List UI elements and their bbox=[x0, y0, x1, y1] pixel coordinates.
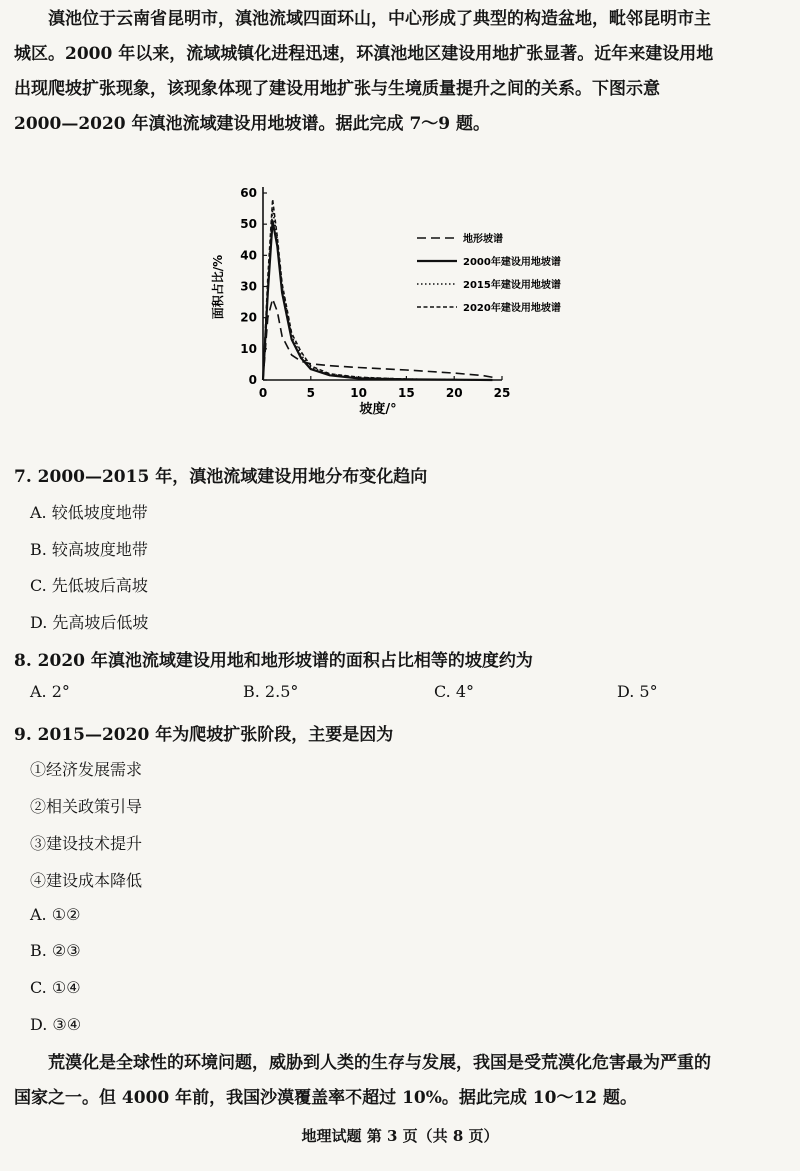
y-tick-label: 20 bbox=[240, 310, 257, 325]
x-tick-label: 5 bbox=[306, 386, 315, 400]
q8-option-a[interactable]: A. 2° bbox=[30, 682, 70, 701]
q9-item-3: ③建设技术提升 bbox=[30, 834, 143, 853]
outro-line-2: 国家之一。但 4000 年前，我国沙漠覆盖率不超过 10%。据此完成 10～12 题。 bbox=[14, 1088, 638, 1108]
q7-stem: 7. 2000—2015 年，滇池流域建设用地分布变化趋向 bbox=[14, 467, 428, 487]
y-tick-label: 60 bbox=[240, 186, 257, 200]
intro-line-4: 2000—2020 年滇池流域建设用地坡谱。据此完成 7～9 题。 bbox=[14, 114, 491, 134]
q9-stem: 9. 2015—2020 年为爬坡扩张阶段，主要是因为 bbox=[14, 725, 394, 745]
legend-label-4: 2020年建设用地坡谱 bbox=[463, 303, 561, 314]
legend-label-3: 2015年建设用地坡谱 bbox=[463, 280, 561, 291]
y-tick-label: 30 bbox=[240, 279, 257, 294]
legend-label-2: 2000年建设用地坡谱 bbox=[463, 257, 561, 268]
q8-option-c[interactable]: C. 4° bbox=[434, 682, 475, 701]
y-tick-label: 50 bbox=[240, 217, 257, 232]
y-tick-label: 40 bbox=[240, 248, 257, 263]
y-axis-label: 面积占比/% bbox=[211, 254, 225, 320]
series-line-2 bbox=[263, 221, 492, 380]
chart-legend bbox=[417, 232, 561, 314]
q9-item-4: ④建设成本降低 bbox=[30, 871, 143, 890]
outro-line-1: 荒漠化是全球性的环境问题，威胁到人类的生存与发展，我国是受荒漠化危害最为严重的 bbox=[48, 1053, 711, 1073]
x-axis-label: 坡度/° bbox=[359, 402, 397, 417]
x-tick-label: 10 bbox=[350, 386, 367, 400]
legend-label-1: 地形坡谱 bbox=[463, 234, 503, 245]
x-tick-label: 0 bbox=[258, 386, 268, 400]
q8-option-b[interactable]: B. 2.5° bbox=[243, 682, 299, 701]
q9-option-d[interactable]: D. ③④ bbox=[30, 1015, 82, 1034]
page-footer: 地理试题 第 3 页（共 8 页） bbox=[301, 1127, 499, 1145]
q9-item-1: ①经济发展需求 bbox=[30, 760, 143, 779]
y-tick-label: 0 bbox=[248, 373, 257, 387]
series-line-3 bbox=[263, 209, 492, 380]
x-tick-label: 15 bbox=[398, 386, 415, 400]
q9-item-2: ②相关政策引导 bbox=[30, 797, 143, 816]
q7-option-a[interactable]: A. 较低坡度地带 bbox=[30, 503, 148, 522]
q7-option-d[interactable]: D. 先高坡后低坡 bbox=[30, 613, 149, 632]
intro-paragraph bbox=[14, 2, 786, 142]
outro-paragraph bbox=[14, 1046, 786, 1116]
q9-option-b[interactable]: B. ②③ bbox=[30, 941, 81, 960]
q8-stem: 8. 2020 年滇池流域建设用地和地形坡谱的面积占比相等的坡度约为 bbox=[14, 651, 533, 671]
x-tick-label: 25 bbox=[493, 386, 511, 400]
q7-option-b[interactable]: B. 较高坡度地带 bbox=[30, 540, 148, 559]
q8-option-d[interactable]: D. 5° bbox=[617, 682, 658, 701]
slope-spectrum-chart bbox=[195, 175, 585, 430]
intro-line-2: 城区。2000 年以来，流域城镇化进程迅速，环滇池地区建设用地扩张显著。近年来建设用地 bbox=[14, 44, 714, 64]
q9-option-c[interactable]: C. ①④ bbox=[30, 978, 81, 997]
x-tick-label: 20 bbox=[445, 386, 463, 400]
q7-option-c[interactable]: C. 先低坡后高坡 bbox=[30, 576, 148, 595]
q9-option-a[interactable]: A. ①② bbox=[30, 905, 81, 924]
intro-line-1: 滇池位于云南省昆明市，滇池流域四面环山，中心形成了典型的构造盆地，毗邻昆明市主 bbox=[48, 9, 711, 29]
intro-line-3: 出现爬坡扩张现象，该现象体现了建设用地扩张与生境质量提升之间的关系。下图示意 bbox=[14, 79, 660, 99]
y-tick-label: 10 bbox=[240, 341, 257, 356]
